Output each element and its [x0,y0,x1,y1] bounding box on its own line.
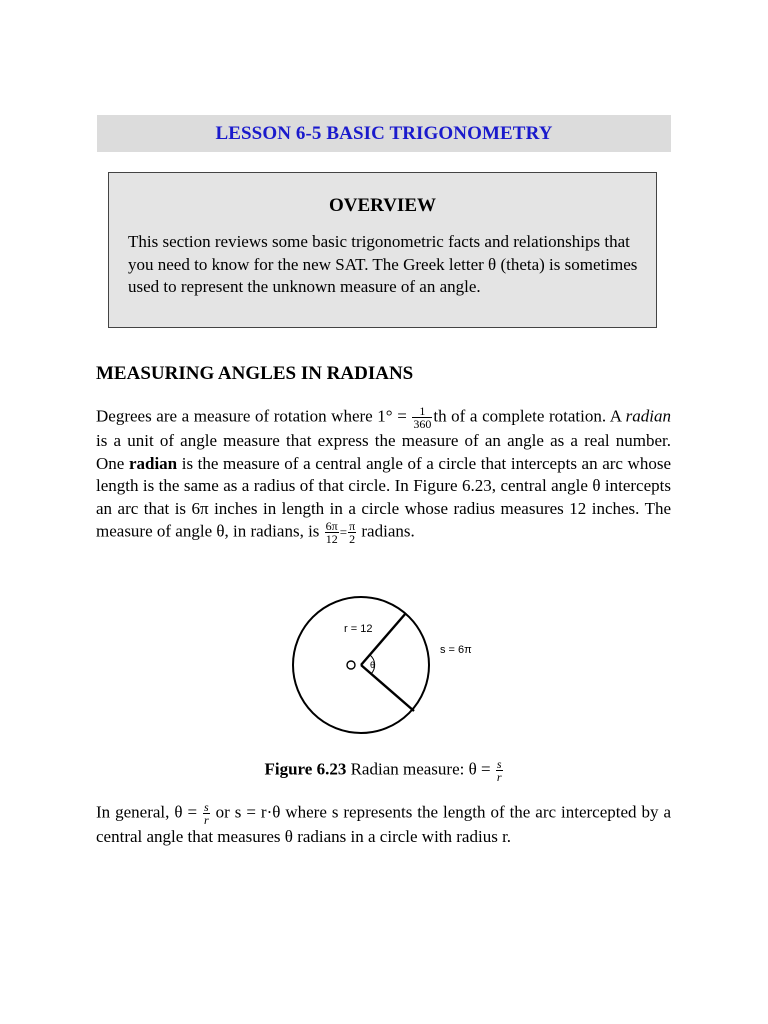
paragraph-radians-intro [96,405,671,545]
fraction-denominator: r [496,770,502,784]
para2-text-1: In general, θ = [96,802,198,822]
radius-line-upper [361,613,406,665]
fraction-denominator: 2 [349,532,356,546]
caption-bold: Figure 6.23 [264,759,347,779]
fraction-numerator: π [349,519,356,533]
caption-text: Radian measure: θ = [350,759,491,779]
caption-fraction [496,758,503,783]
label-theta: θ [370,660,376,670]
para1-text-4: is the measure of a central angle of a circle that intercepts an arc whose length is the same as a radius of that circle. In Figure 6.23, central angle θ intercepts an arc that is 6π inches in length in a circle whose radius measures 12 inches. The measure of angle θ, in radians, is [96,453,671,541]
overview-text: This section reviews some basic trigonometric facts and relationships that you need to know for the new SAT. The Greek letter θ (theta) is sometimes used to represent the unknown measure of an angle. [128,232,638,296]
fraction-numerator: 1 [412,405,432,418]
radius-line-lower [361,665,414,711]
paragraph-general [96,801,671,849]
fraction-pi-2 [348,520,356,545]
section-heading: MEASURING ANGLES IN RADIANS [96,363,414,384]
overview-box [108,172,657,328]
para2-text-2: or s = r·θ where s represents the length of the arc intercepted by a central angle that measures θ radians in a circle with radius r. [96,802,672,846]
equals-sign: = [339,524,348,540]
fraction-6pi-12 [325,520,339,545]
fraction-denominator: 12 [325,532,338,546]
para1-text-5: radians. [361,521,415,541]
fraction-numerator: 6π [325,519,338,533]
fraction-denominator: 360 [413,417,432,431]
radian-circle-diagram [288,590,488,750]
para1-text-3: is a unit of angle measure that express the measure of an angle as a real number. One [96,431,671,473]
label-s: s = 6π [440,644,472,656]
label-r: r = 12 [344,623,373,635]
fraction-numerator: s [204,800,209,814]
fraction-denominator: r [204,813,209,827]
radian-bold: radian [128,453,178,473]
fraction-numerator: s [496,757,502,771]
radian-italic: radian [625,406,672,426]
center-point [347,661,355,669]
overview-title: OVERVIEW [328,195,436,216]
figure-caption [0,758,768,783]
lesson-title: LESSON 6-5 BASIC TRIGONOMETRY [97,115,671,152]
fraction-s-r [203,801,210,826]
fraction-one-360 [412,405,432,430]
para1-text-2: th of a complete rotation. A [433,406,622,426]
para1-text-1: Degrees are a measure of rotation where 1° = [96,406,407,426]
